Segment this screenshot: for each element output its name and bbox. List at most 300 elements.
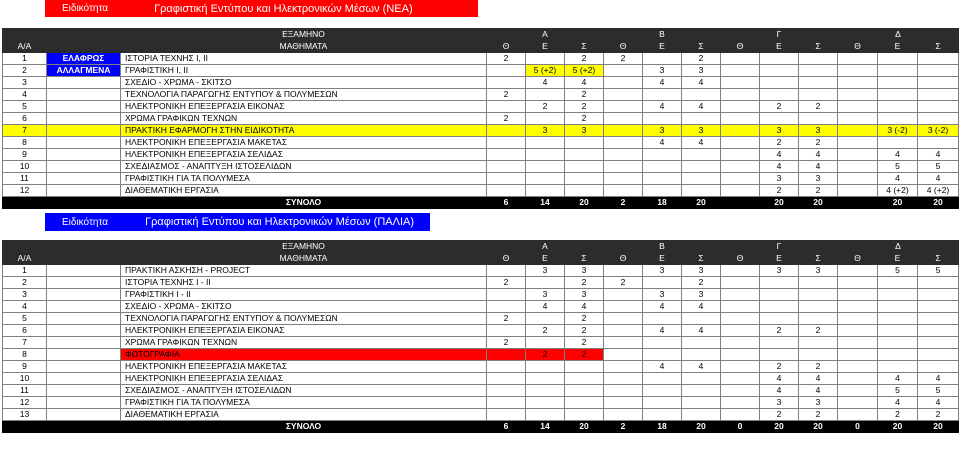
hours-cell: 2 xyxy=(760,137,799,149)
hours-cell xyxy=(526,277,565,289)
hours-cell xyxy=(604,161,643,173)
total-cell: 6 xyxy=(487,421,526,433)
hours-cell xyxy=(487,301,526,313)
old-section-banner xyxy=(45,213,430,231)
hours-cell xyxy=(721,125,760,137)
hours-cell xyxy=(604,137,643,149)
hours-cell xyxy=(799,53,838,65)
hours-cell xyxy=(918,349,959,361)
hours-cell: 2 xyxy=(565,277,604,289)
hours-cell: 4 xyxy=(760,373,799,385)
hours-cell: 2 xyxy=(682,277,721,289)
old-specialty-label: Ειδικότητα xyxy=(62,216,109,228)
hours-cell xyxy=(682,113,721,125)
hours-cell: 2 xyxy=(799,137,838,149)
hours-cell xyxy=(604,77,643,89)
hours-cell: 2 xyxy=(799,185,838,197)
old-section-title: Γραφιστική Εντύπου και Ηλεκτρονικών Μέσων (ΠΑΛΙΑ) xyxy=(145,216,415,228)
hours-cell: 2 xyxy=(565,113,604,125)
hours-cell xyxy=(604,125,643,137)
total-cell: 18 xyxy=(643,421,682,433)
row-number: 8 xyxy=(3,137,47,149)
hours-cell xyxy=(918,325,959,337)
hour-type-header: Θ xyxy=(721,253,760,265)
hours-cell: 3 xyxy=(760,397,799,409)
hours-cell xyxy=(878,65,918,77)
hours-cell xyxy=(838,313,878,325)
hours-cell xyxy=(721,173,760,185)
hours-cell: 4 xyxy=(643,77,682,89)
hours-cell xyxy=(878,361,918,373)
category-blank xyxy=(47,89,121,101)
category-blank xyxy=(47,397,121,409)
subject-name: ΗΛΕΚΤΡΟΝΙΚΗ ΕΠΕΞΕΡΓΑΣΙΑ ΕΙΚΟΝΑΣ xyxy=(121,101,487,113)
hours-cell: 4 xyxy=(918,397,959,409)
hours-cell: 4 (+2) xyxy=(878,185,918,197)
hours-cell: 3 (-2) xyxy=(878,125,918,137)
hours-cell: 4 xyxy=(682,301,721,313)
hours-cell xyxy=(721,325,760,337)
hours-cell xyxy=(838,337,878,349)
hours-cell xyxy=(721,77,760,89)
subject-name: ΠΡΑΚΤΙΚΗ ΑΣΚΗΣΗ - PROJECT xyxy=(121,265,487,277)
hours-cell: 2 xyxy=(565,89,604,101)
row-number: 9 xyxy=(3,149,47,161)
hour-type-header: Ε xyxy=(643,253,682,265)
subject-name: ΧΡΩΜΑ ΓΡΑΦΙΚΩΝ ΤΕΧΝΩΝ xyxy=(121,113,487,125)
hours-cell xyxy=(643,337,682,349)
row-number: 4 xyxy=(3,301,47,313)
course-row xyxy=(3,373,959,385)
total-cell xyxy=(721,197,760,209)
hours-cell xyxy=(838,53,878,65)
header-blank xyxy=(47,41,121,53)
hours-cell xyxy=(682,89,721,101)
category-blank xyxy=(47,301,121,313)
hours-cell: 2 xyxy=(760,361,799,373)
hours-cell: 4 xyxy=(643,361,682,373)
hours-cell: 2 xyxy=(565,325,604,337)
subject-name: ΤΕΧΝΟΛΟΓΙΑ ΠΑΡΑΓΩΓΗΣ ΕΝΤΥΠΟΥ & ΠΟΛΥΜΕΣΩΝ xyxy=(121,89,487,101)
hours-cell xyxy=(643,173,682,185)
subject-name: ΣΧΕΔΙΑΣΜΟΣ - ΑΝΑΠΤΥΞΗ ΙΣΤΟΣΕΛΙΔΩΝ xyxy=(121,385,487,397)
hour-type-header: Σ xyxy=(565,253,604,265)
hour-type-header: Σ xyxy=(799,253,838,265)
hours-cell xyxy=(918,101,959,113)
hours-cell: 4 xyxy=(643,301,682,313)
hours-cell: 2 xyxy=(565,313,604,325)
hours-cell: 4 xyxy=(565,77,604,89)
hours-cell xyxy=(487,101,526,113)
hours-cell xyxy=(487,349,526,361)
hours-cell xyxy=(526,409,565,421)
hours-cell xyxy=(604,397,643,409)
hours-cell xyxy=(721,137,760,149)
hour-type-header: Θ xyxy=(487,253,526,265)
hours-cell: 3 xyxy=(682,265,721,277)
hours-cell xyxy=(918,113,959,125)
hours-cell xyxy=(565,373,604,385)
hours-cell xyxy=(565,385,604,397)
subject-name: ΔΙΑΘΕΜΑΤΙΚΗ ΕΡΓΑΣΙΑ xyxy=(121,409,487,421)
hours-cell: 3 (-2) xyxy=(918,125,959,137)
course-row xyxy=(3,265,959,277)
course-row xyxy=(3,137,959,149)
hours-cell xyxy=(604,89,643,101)
hours-cell xyxy=(878,113,918,125)
hours-cell xyxy=(878,349,918,361)
course-row xyxy=(3,113,959,125)
hours-cell: 4 xyxy=(526,77,565,89)
hours-cell: 3 xyxy=(760,125,799,137)
hours-cell xyxy=(721,409,760,421)
hours-cell xyxy=(918,137,959,149)
hours-cell xyxy=(643,385,682,397)
hours-cell: 3 xyxy=(799,173,838,185)
hours-cell xyxy=(682,373,721,385)
hours-cell: 4 xyxy=(878,149,918,161)
total-cell: 0 xyxy=(838,421,878,433)
hours-cell xyxy=(526,149,565,161)
hours-cell xyxy=(878,53,918,65)
subject-name: ΗΛΕΚΤΡΟΝΙΚΗ ΕΠΕΞΕΡΓΑΣΙΑ ΣΕΛΙΔΑΣ xyxy=(121,373,487,385)
course-row xyxy=(3,149,959,161)
hours-cell xyxy=(643,373,682,385)
hours-cell xyxy=(487,173,526,185)
hours-cell: 3 xyxy=(526,265,565,277)
hours-cell xyxy=(604,289,643,301)
hour-type-header: Ε xyxy=(760,41,799,53)
hours-cell xyxy=(799,89,838,101)
hours-cell xyxy=(838,173,878,185)
hours-cell: 2 xyxy=(487,337,526,349)
hours-cell xyxy=(918,277,959,289)
hours-cell xyxy=(604,65,643,77)
course-row xyxy=(3,385,959,397)
hours-cell xyxy=(643,89,682,101)
course-row xyxy=(3,301,959,313)
hours-cell xyxy=(799,313,838,325)
total-blank xyxy=(3,421,121,433)
subject-name: ΗΛΕΚΤΡΟΝΙΚΗ ΕΠΕΞΕΡΓΑΣΙΑ ΣΕΛΙΔΑΣ xyxy=(121,149,487,161)
col-aa-header: Α/Α xyxy=(3,253,47,265)
hours-cell xyxy=(760,65,799,77)
hours-cell xyxy=(682,161,721,173)
subject-name: ΦΩΤΟΓΡΑΦΙΑ xyxy=(121,349,487,361)
subject-name: ΓΡΑΦΙΣΤΙΚΗ Ι - ΙΙ xyxy=(121,289,487,301)
hours-cell: 3 xyxy=(760,173,799,185)
category-blank xyxy=(47,277,121,289)
row-number: 12 xyxy=(3,397,47,409)
hours-cell: 4 xyxy=(565,301,604,313)
hours-cell xyxy=(604,349,643,361)
hours-cell xyxy=(918,337,959,349)
hours-cell: 4 xyxy=(760,161,799,173)
course-row xyxy=(3,125,959,137)
total-cell: 6 xyxy=(487,197,526,209)
hours-cell xyxy=(838,301,878,313)
row-number: 7 xyxy=(3,125,47,137)
hours-cell xyxy=(487,409,526,421)
hours-cell: 3 xyxy=(799,265,838,277)
hours-cell xyxy=(799,65,838,77)
category-blank xyxy=(47,337,121,349)
hours-cell xyxy=(565,137,604,149)
column-header-row xyxy=(3,253,959,265)
hours-cell xyxy=(682,173,721,185)
course-row xyxy=(3,101,959,113)
hours-cell xyxy=(643,349,682,361)
hours-cell xyxy=(760,277,799,289)
total-cell: 20 xyxy=(760,421,799,433)
total-row xyxy=(3,421,959,433)
hours-cell xyxy=(799,77,838,89)
hours-cell: 3 xyxy=(760,265,799,277)
hours-cell xyxy=(799,301,838,313)
category-blank xyxy=(47,265,121,277)
row-number: 5 xyxy=(3,313,47,325)
header-blank xyxy=(3,29,121,41)
hours-cell xyxy=(643,409,682,421)
hours-cell: 2 xyxy=(799,325,838,337)
hour-type-header: Σ xyxy=(918,253,959,265)
hour-type-header: Ε xyxy=(760,253,799,265)
total-cell: 20 xyxy=(878,421,918,433)
hours-cell xyxy=(682,149,721,161)
hours-cell xyxy=(799,277,838,289)
hours-cell: 3 xyxy=(643,265,682,277)
course-row xyxy=(3,277,959,289)
hours-cell: 3 xyxy=(526,125,565,137)
category-blank xyxy=(47,409,121,421)
hours-cell xyxy=(643,53,682,65)
hours-cell xyxy=(838,65,878,77)
hours-cell xyxy=(878,325,918,337)
hour-type-header: Θ xyxy=(487,41,526,53)
course-row xyxy=(3,173,959,185)
year-header: Δ xyxy=(838,29,959,41)
total-cell: 18 xyxy=(643,197,682,209)
total-cell: 0 xyxy=(721,421,760,433)
hours-cell xyxy=(918,313,959,325)
subject-name: ΤΕΧΝΟΛΟΓΙΑ ΠΑΡΑΓΩΓΗΣ ΕΝΤΥΠΟΥ & ΠΟΛΥΜΕΣΩΝ xyxy=(121,313,487,325)
hours-cell: 2 xyxy=(487,89,526,101)
col-aa-header: Α/Α xyxy=(3,41,47,53)
hours-cell xyxy=(838,265,878,277)
hours-cell: 3 xyxy=(682,125,721,137)
hours-cell xyxy=(918,301,959,313)
hours-cell xyxy=(721,101,760,113)
hours-cell: 4 xyxy=(799,149,838,161)
hours-cell xyxy=(526,137,565,149)
hours-cell xyxy=(643,113,682,125)
hours-cell xyxy=(604,325,643,337)
category-blank xyxy=(47,349,121,361)
category-blank xyxy=(47,361,121,373)
row-number: 10 xyxy=(3,161,47,173)
hours-cell: 2 xyxy=(565,53,604,65)
hours-cell xyxy=(487,289,526,301)
hours-cell xyxy=(643,161,682,173)
hours-cell: 2 xyxy=(526,101,565,113)
hours-cell xyxy=(878,337,918,349)
hours-cell xyxy=(643,397,682,409)
subject-name: ΓΡΑΦΙΣΤΙΚΗ Ι, ΙΙ xyxy=(121,65,487,77)
year-header: Α xyxy=(487,29,604,41)
course-row xyxy=(3,89,959,101)
hours-cell: 2 xyxy=(526,325,565,337)
hours-cell xyxy=(721,89,760,101)
hours-cell xyxy=(721,113,760,125)
hours-cell xyxy=(838,361,878,373)
hours-cell xyxy=(487,149,526,161)
hours-cell xyxy=(643,185,682,197)
hours-cell xyxy=(878,101,918,113)
course-row xyxy=(3,161,959,173)
hours-cell xyxy=(838,289,878,301)
hours-cell xyxy=(682,337,721,349)
hours-cell xyxy=(682,185,721,197)
hours-cell: 2 xyxy=(526,349,565,361)
year-header: Β xyxy=(604,241,721,253)
hours-cell: 3 xyxy=(643,65,682,77)
hours-cell: 2 xyxy=(487,277,526,289)
hours-cell: 4 xyxy=(918,373,959,385)
hours-cell xyxy=(604,265,643,277)
hours-cell: 3 xyxy=(799,397,838,409)
hours-cell: 5 xyxy=(878,161,918,173)
course-row xyxy=(3,397,959,409)
row-number: 3 xyxy=(3,77,47,89)
subject-name: ΧΡΩΜΑ ΓΡΑΦΙΚΩΝ ΤΕΧΝΩΝ xyxy=(121,337,487,349)
category-blank xyxy=(47,149,121,161)
header-blank xyxy=(47,253,121,265)
subject-name: ΣΧΕΔΙΟ - ΧΡΩΜΑ - ΣΚΙΤΣΟ xyxy=(121,77,487,89)
hours-cell xyxy=(526,337,565,349)
hour-type-header: Σ xyxy=(565,41,604,53)
hours-cell: 2 xyxy=(878,409,918,421)
hours-cell xyxy=(838,185,878,197)
hours-cell: 4 xyxy=(643,325,682,337)
hours-cell xyxy=(487,373,526,385)
course-row xyxy=(3,325,959,337)
hours-cell xyxy=(604,185,643,197)
row-number: 6 xyxy=(3,113,47,125)
hours-cell xyxy=(721,385,760,397)
hours-cell: 2 xyxy=(565,337,604,349)
hour-type-header: Θ xyxy=(721,41,760,53)
hours-cell xyxy=(526,397,565,409)
hours-cell xyxy=(878,137,918,149)
course-row xyxy=(3,53,959,65)
course-row xyxy=(3,65,959,77)
hours-cell xyxy=(604,409,643,421)
hours-cell xyxy=(918,289,959,301)
category-blank xyxy=(47,137,121,149)
new-section-title: Γραφιστική Εντύπου και Ηλεκτρονικών Μέσων (ΝΕΑ) xyxy=(154,2,413,15)
hours-cell xyxy=(838,149,878,161)
hour-type-header: Σ xyxy=(918,41,959,53)
year-header: Γ xyxy=(721,29,838,41)
hours-cell: 5 xyxy=(878,265,918,277)
total-cell: 14 xyxy=(526,197,565,209)
hours-cell: 5 (+2) xyxy=(526,65,565,77)
hours-cell xyxy=(838,385,878,397)
hours-cell: 4 xyxy=(799,161,838,173)
hours-cell: 5 xyxy=(878,385,918,397)
header-blank xyxy=(3,241,121,253)
hours-cell: 3 xyxy=(565,289,604,301)
total-cell: 20 xyxy=(918,197,959,209)
total-cell: 20 xyxy=(918,421,959,433)
hours-cell: 5 xyxy=(918,265,959,277)
hours-cell xyxy=(604,113,643,125)
course-row xyxy=(3,313,959,325)
hours-cell xyxy=(565,361,604,373)
hours-cell xyxy=(604,337,643,349)
hours-cell xyxy=(799,113,838,125)
hours-cell xyxy=(604,301,643,313)
subject-name: ΓΡΑΦΙΣΤΙΚΗ ΓΙΑ ΤΑ ΠΟΛΥΜΕΣΑ xyxy=(121,397,487,409)
hours-cell: 3 xyxy=(682,65,721,77)
hours-cell xyxy=(604,173,643,185)
hours-cell xyxy=(526,53,565,65)
course-row xyxy=(3,77,959,89)
hours-cell xyxy=(721,65,760,77)
hours-cell: 4 xyxy=(526,301,565,313)
total-blank xyxy=(3,197,121,209)
semester-label: ΕΞΑΜΗΝΟ xyxy=(121,241,487,253)
hours-cell xyxy=(526,113,565,125)
hours-cell: 3 xyxy=(682,289,721,301)
hours-cell xyxy=(487,77,526,89)
hours-cell xyxy=(487,397,526,409)
hours-cell: 4 xyxy=(799,385,838,397)
total-row xyxy=(3,197,959,209)
hours-cell: 4 xyxy=(682,101,721,113)
hour-type-header: Θ xyxy=(838,253,878,265)
col-subjects-header: ΜΑΘΗΜΑΤΑ xyxy=(121,41,487,53)
hours-cell xyxy=(526,161,565,173)
hours-cell xyxy=(643,313,682,325)
category-blank xyxy=(47,113,121,125)
hours-cell: 2 xyxy=(799,101,838,113)
hours-cell xyxy=(799,337,838,349)
category-blank xyxy=(47,173,121,185)
hours-cell xyxy=(604,149,643,161)
row-number: 1 xyxy=(3,265,47,277)
hours-cell: 2 xyxy=(604,53,643,65)
hour-type-header: Θ xyxy=(838,41,878,53)
category-blank xyxy=(47,313,121,325)
hour-type-header: Σ xyxy=(682,41,721,53)
hours-cell: 2 xyxy=(487,313,526,325)
hours-cell: 4 xyxy=(918,149,959,161)
hours-cell xyxy=(526,313,565,325)
subject-name: ΣΧΕΔΙΟ - ΧΡΩΜΑ - ΣΚΙΤΣΟ xyxy=(121,301,487,313)
subject-name: ΔΙΑΘΕΜΑΤΙΚΗ ΕΡΓΑΣΙΑ xyxy=(121,185,487,197)
hours-cell xyxy=(721,289,760,301)
hours-cell: 4 xyxy=(878,397,918,409)
hours-cell xyxy=(918,65,959,77)
hour-type-header: Θ xyxy=(604,41,643,53)
hours-cell xyxy=(838,277,878,289)
hours-cell: 4 xyxy=(918,173,959,185)
category-blank xyxy=(47,289,121,301)
hours-cell xyxy=(878,301,918,313)
hours-cell: 4 xyxy=(682,325,721,337)
hours-cell xyxy=(565,409,604,421)
